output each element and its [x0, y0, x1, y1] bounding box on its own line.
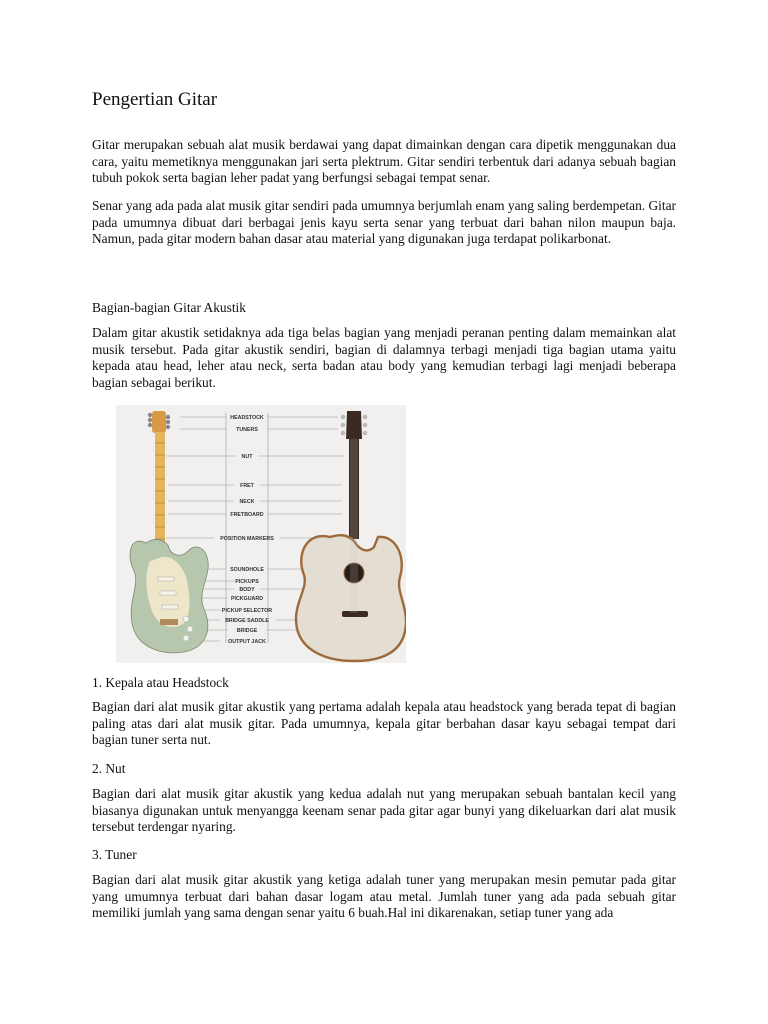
part-paragraph-tuner: Bagian dari alat musik gitar akustik yang ketiga adalah tuner yang merupakan mesin pemutar pada gitar yang umumnya terbuat dari bahan dasar logam atau metal. Jumlah tuner yang ada pada sebuah gitar memiliki jumlah yang sama dengan senar yaitu 6 buah.Hal ini dikarenakan, setiap tuner yang ada — [92, 872, 676, 921]
part-heading-nut: 2. Nut — [92, 761, 126, 776]
label-fretboard: FRETBOARD — [230, 512, 264, 518]
part-heading-headstock: 1. Kepala atau Headstock — [92, 675, 229, 690]
guitar-parts-diagram — [116, 405, 406, 663]
label-pickups: PICKUPS — [235, 579, 259, 585]
section-heading: Bagian-bagian Gitar Akustik — [92, 300, 246, 315]
label-pickguard: PICKGUARD — [230, 596, 264, 602]
label-bridge: BRIDGE — [236, 628, 258, 634]
part-paragraph-nut: Bagian dari alat musik gitar akustik yang kedua adalah nut yang merupakan sebuah bantalan kecil yang biasanya digunakan untuk menyangga keenam senar pada gitar agar bunyi yang dikeluarkan dari alat musik tersebut terdengar nyaring. — [92, 786, 676, 835]
label-pickup-selector: PICKUP SELECTOR — [221, 608, 273, 614]
diagram-labels — [220, 415, 274, 645]
intro-paragraph-1: Gitar merupakan sebuah alat musik berdawai yang dapat dimainkan dengan cara dipetik menggunakan dua cara, yaitu memetiknya menggunakan jari serta plektrum. Gitar sendiri terbentuk dari adanya sebuah bagian tubuh pokok serta bagian leher padat yang berfungsi sebagai tempat senar. — [92, 137, 676, 186]
part-paragraph-headstock: Bagian dari alat musik gitar akustik yang pertama adalah kepala atau headstock yang berada tepat di bagian paling atas dari alat musik gitar. Pada umumnya, kepala gitar berbahan dasar kayu sebagai tempat dari bagian tuner serta nut. — [92, 699, 676, 748]
label-tuners: TUNERS — [236, 427, 258, 433]
acoustic-guitar-illustration — [296, 411, 406, 661]
page-title: Pengertian Gitar — [92, 89, 218, 110]
label-output-jack: OUTPUT JACK — [228, 639, 266, 645]
label-soundhole: SOUNDHOLE — [230, 567, 264, 573]
intro-paragraph-2: Senar yang ada pada alat musik gitar sendiri pada umumnya berjumlah enam yang saling berdempetan. Gitar pada umumnya dibuat dari berbagai jenis kayu serta senar yang terbuat dari bahan nilon maupun baja. Namun, pada gitar modern bahan dasar atau material yang digunakan juga terdapat polikarbonat. — [92, 198, 676, 247]
electric-guitar-illustration — [130, 411, 208, 653]
label-body: BODY — [239, 587, 255, 593]
label-bridge-saddle: BRIDGE SADDLE — [225, 618, 269, 624]
section-paragraph: Dalam gitar akustik setidaknya ada tiga belas bagian yang menjadi peranan penting dalam memainkan alat musik tersebut. Pada gitar akustik sendiri, bagian di dalamnya terbagi menjadi tiga bagian utama yaitu kepada atau head, leher atau neck, serta badan atau body yang kemudian terbagi lagi menjadi beberapa bagian sebagai berikut. — [92, 325, 676, 390]
part-heading-tuner: 3. Tuner — [92, 847, 137, 862]
label-neck: NECK — [239, 499, 255, 505]
label-fret: FRET — [240, 483, 254, 489]
label-headstock: HEADSTOCK — [230, 415, 264, 421]
label-nut: NUT — [241, 454, 253, 460]
label-position-markers: POSITION MARKERS — [220, 536, 274, 542]
